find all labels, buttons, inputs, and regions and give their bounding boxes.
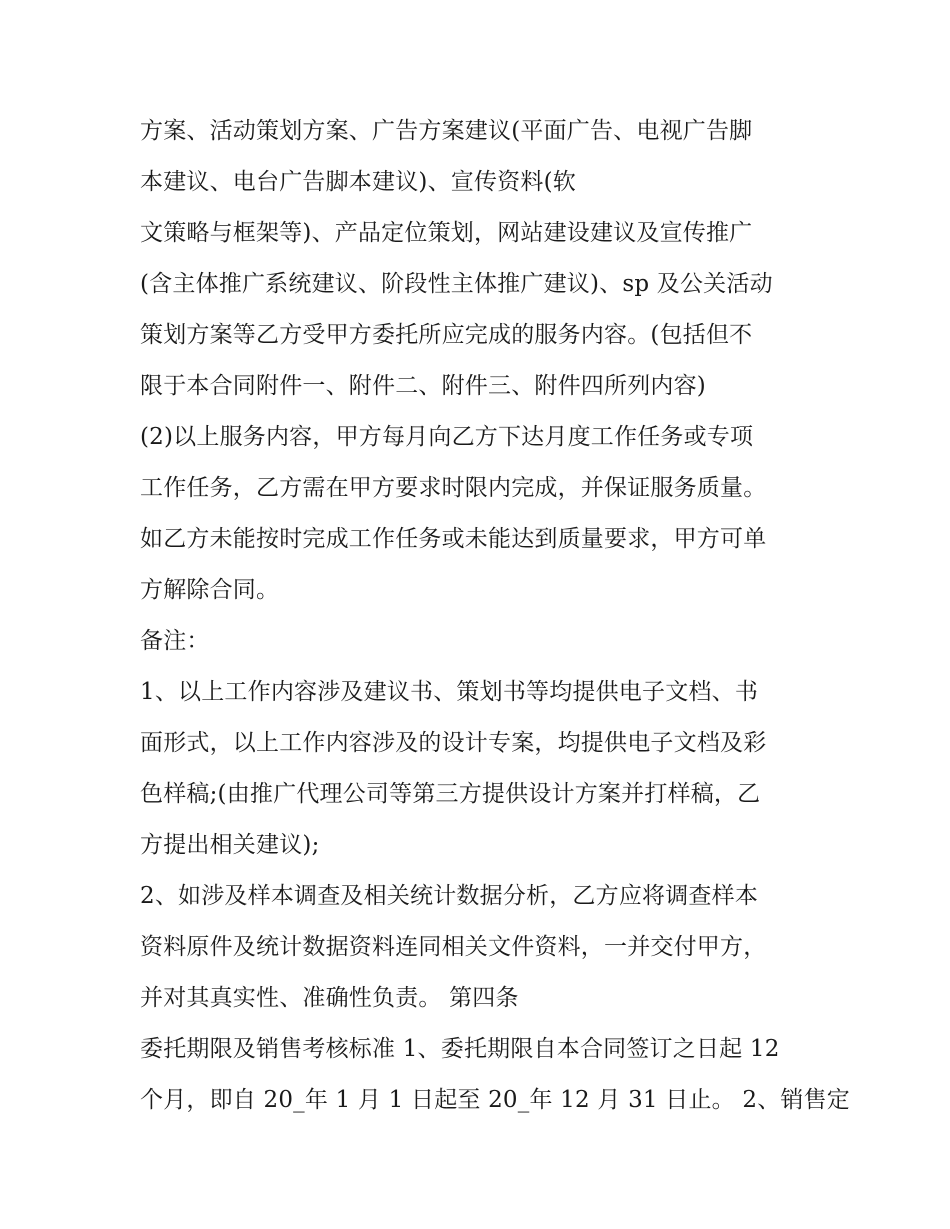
text-line: 限于本合同附件一、附件二、附件三、附件四所列内容) bbox=[140, 373, 706, 399]
text-line: 方案、活动策划方案、广告方案建议(平面广告、电视广告脚 bbox=[140, 118, 753, 144]
text-line: 2、如涉及样本调查及相关统计数据分析，乙方应将调查样本 bbox=[140, 883, 759, 909]
text-line: 面形式，以上工作内容涉及的设计专案，均提供电子文档及彩 bbox=[140, 730, 767, 756]
text-line: 如乙方未能按时完成工作任务或未能达到质量要求，甲方可单 bbox=[140, 526, 767, 552]
contract-text bbox=[140, 106, 850, 1126]
text-line: (2)以上服务内容，甲方每月向乙方下达月度工作任务或专项 bbox=[140, 424, 754, 450]
text-line: 资料原件及统计数据资料连同相关文件资料，一并交付甲方， bbox=[140, 934, 767, 960]
text-line: 委托期限及销售考核标准 1、委托期限自本合同签订之日起 12 bbox=[140, 1036, 780, 1062]
text-line: 1、以上工作内容涉及建议书、策划书等均提供电子文档、书 bbox=[140, 679, 759, 705]
text-line: 色样稿;(由推广代理公司等第三方提供设计方案并打样稿，乙 bbox=[140, 781, 761, 807]
text-line: 工作任务，乙方需在甲方要求时限内完成，并保证服务质量。 bbox=[140, 475, 767, 501]
text-line: 文策略与框架等)、产品定位策划，网站建设建议及宣传推广 bbox=[140, 220, 753, 246]
text-line: 并对其真实性、准确性负责。 第四条 bbox=[140, 985, 519, 1011]
text-line: 方解除合同。 bbox=[140, 577, 280, 603]
section-heading-notes: 备注： bbox=[140, 628, 210, 654]
text-line: (含主体推广系统建议、阶段性主体推广建议)、sp 及公关活动 bbox=[140, 271, 773, 297]
text-line: 个月，即自 20_年 1 月 1 日起至 20_年 12 月 31 日止。 2、销售定 bbox=[140, 1087, 850, 1113]
text-line: 方提出相关建议); bbox=[140, 832, 320, 858]
text-line: 本建议、电台广告脚本建议)、宣传资料(软 bbox=[140, 169, 576, 195]
text-line: 策划方案等乙方受甲方委托所应完成的服务内容。(包括但不 bbox=[140, 322, 753, 348]
